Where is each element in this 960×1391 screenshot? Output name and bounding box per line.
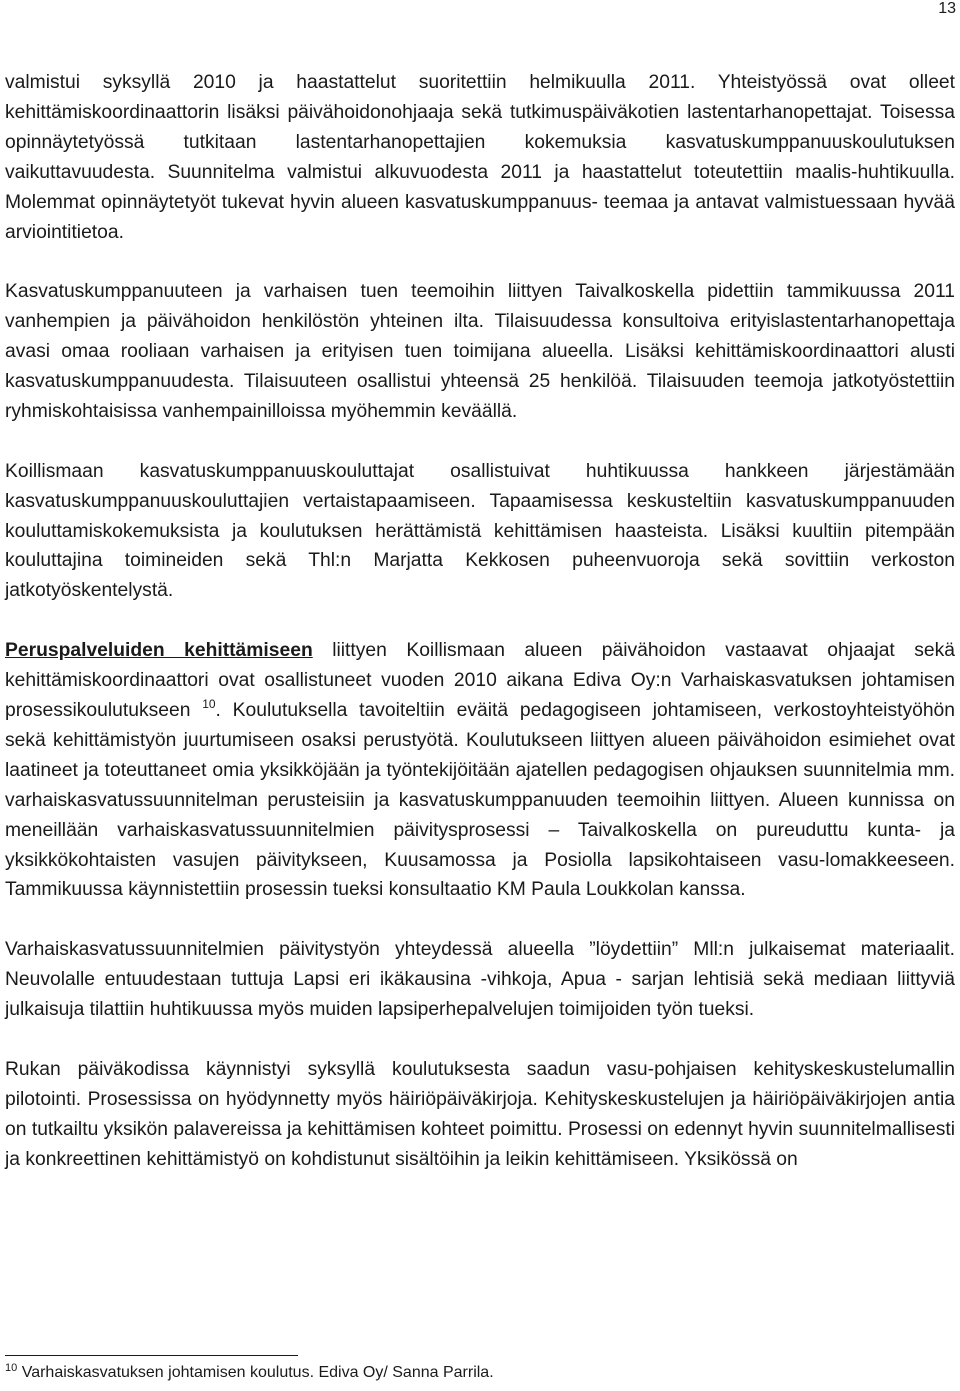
footnote-reference: 10 xyxy=(202,696,216,711)
paragraph-3: Koillismaan kasvatuskumppanuuskouluttajat osallistuivat huhtikuussa hankkeen järjestämään kasvatuskumppanuuskouluttajien vertaistapaamiseen. Tapaamisessa keskusteltiin kasvatuskumppanuuden kouluttamiskokemuksista ja koulutuksen herättämistä kehittämisen haasteista. Lisäksi kuultiin pitempään kouluttajina toimineiden sekä Thl:n Marjatta Kekkosen puheenvuoroja sekä sovittiin verkoston jatkotyöskentelystä. xyxy=(5,460,955,602)
page-number: 13 xyxy=(938,0,956,17)
document-body xyxy=(5,68,955,1174)
paragraph-6: Rukan päiväkodissa käynnistyi syksyllä koulutuksesta saadun vasu-pohjaisen kehityskeskustelumallin pilotointi. Prosessissa on hyödynnetty myös häiriöpäiväkirjoja. Kehityskeskustelujen ja häiriöpäiväkirjojen antia on tutkailtu yksikön palavereissa ja kehittämisen kohteet poimittu. Prosessi on edennyt hyvin suunnitelmallisesti ja konkreettinen kehittämistyö on kohdistunut sisältöihin ja leikin kehittämiseen. Yksikössä on xyxy=(5,1058,955,1170)
paragraph-4 xyxy=(5,636,955,905)
paragraph-2: Kasvatuskumppanuuteen ja varhaisen tuen teemoihin liittyen Taivalkoskella pidettiin tammikuussa 2011 vanhempien ja päivähoidon henkilöstön yhteinen ilta. Tilaisuudessa konsultoiva erityislastentarhanopettaja avasi omaa rooliaan varhaisen ja erityisen tuen toimijana alueella. Lisäksi kehittämiskoordinaattori alusti kasvatuskumppanuudesta. Tilaisuuteen osallistui yhteensä 25 henkilöä. Tilaisuuden teemoja jatkotyöstettiin ryhmiskohtaisissa vanhempainilloissa myöhemmin keväällä. xyxy=(5,281,955,422)
footnote-divider xyxy=(5,1355,298,1356)
paragraph-4-text-b: . Koulutuksella tavoiteltiin eväitä pedagogiseen johtamiseen, verkostoyhteistyöhön sekä kehittämistyön juurtumiseen osaksi perustyötä. Koulutukseen liittyen alueen päivähoidon esimiehet ovat laatineet ja toteuttaneet omia yksikköjään ja työntekijöitään ajatellen pedagogisen ohjauksen suunnitelmia mm. varhaiskasvatussuunnitelman perusteisiin ja kasvatuskumppanuuden teemoihin liittyen. Alueen kunnissa on meneillään varhaiskasvatussuunnitelmien päivitysprosessi – Taivalkoskella on pureuduttu kunta- ja yksikkökohtaisten vasujen päivitykseen, Kuusamossa ja Posiolla lapsikohtaiseen vasu-lomakkeeseen. Tammikuussa käynnistettiin prosessin tueksi konsultaatio KM Paula Loukkolan kanssa. xyxy=(5,699,955,901)
paragraph-5: Varhaiskasvatussuunnitelmien päivitystyön yhteydessä alueella ”löydettiin” Mll:n julkaisemat materiaalit. Neuvolalle entuudestaan tuttuja Lapsi eri ikäkausina -vihkoja, Apua - sarjan lehtisiä sekä mediaan liittyviä julkaisuja tilattiin huhtikuussa myös muiden lapsiperhepalvelujen toimijoiden työn tueksi. xyxy=(5,939,955,1021)
footnote-text: Varhaiskasvatuksen johtamisen koulutus. Ediva Oy/ Sanna Parrila. xyxy=(21,1364,494,1381)
paragraph-4-text-a: liittyen Koillismaan alueen päivähoidon vastaavat ohjaajat sekä kehittämiskoordinaattori ovat osallistuneet vuoden 2010 aikana Ediva Oy:n Varhaiskasvatuksen johtamisen prosessikoulutukseen xyxy=(5,640,955,721)
section-lead-heading: Peruspalveluiden kehittämiseen xyxy=(5,640,313,662)
paragraph-1: valmistui syksyllä 2010 ja haastattelut suoritettiin helmikuulla 2011. Yhteistyössä ovat olleet kehittämiskoordinaattorin lisäksi päivähoidonohjaaja sekä tutkimuspäiväkotien lastentarhanopettajat. Toisessa opinnäytetyössä tutkitaan lastentarhanopettajien kokemuksia kasvatuskumppanuuskoulutuksen vaikuttavuudesta. Suunnitelma valmistui alkuvuodesta 2011 ja haastattelut toteutettiin maalis-huhtikuulla. Molemmat opinnäytetyöt tukevat hyvin alueen kasvatuskumppanuus- teemaa ja antavat valmistuessaan hyvää arviointitietoa. xyxy=(5,72,955,243)
footnote xyxy=(5,1362,905,1385)
footnote-number: 10 xyxy=(5,1362,18,1374)
